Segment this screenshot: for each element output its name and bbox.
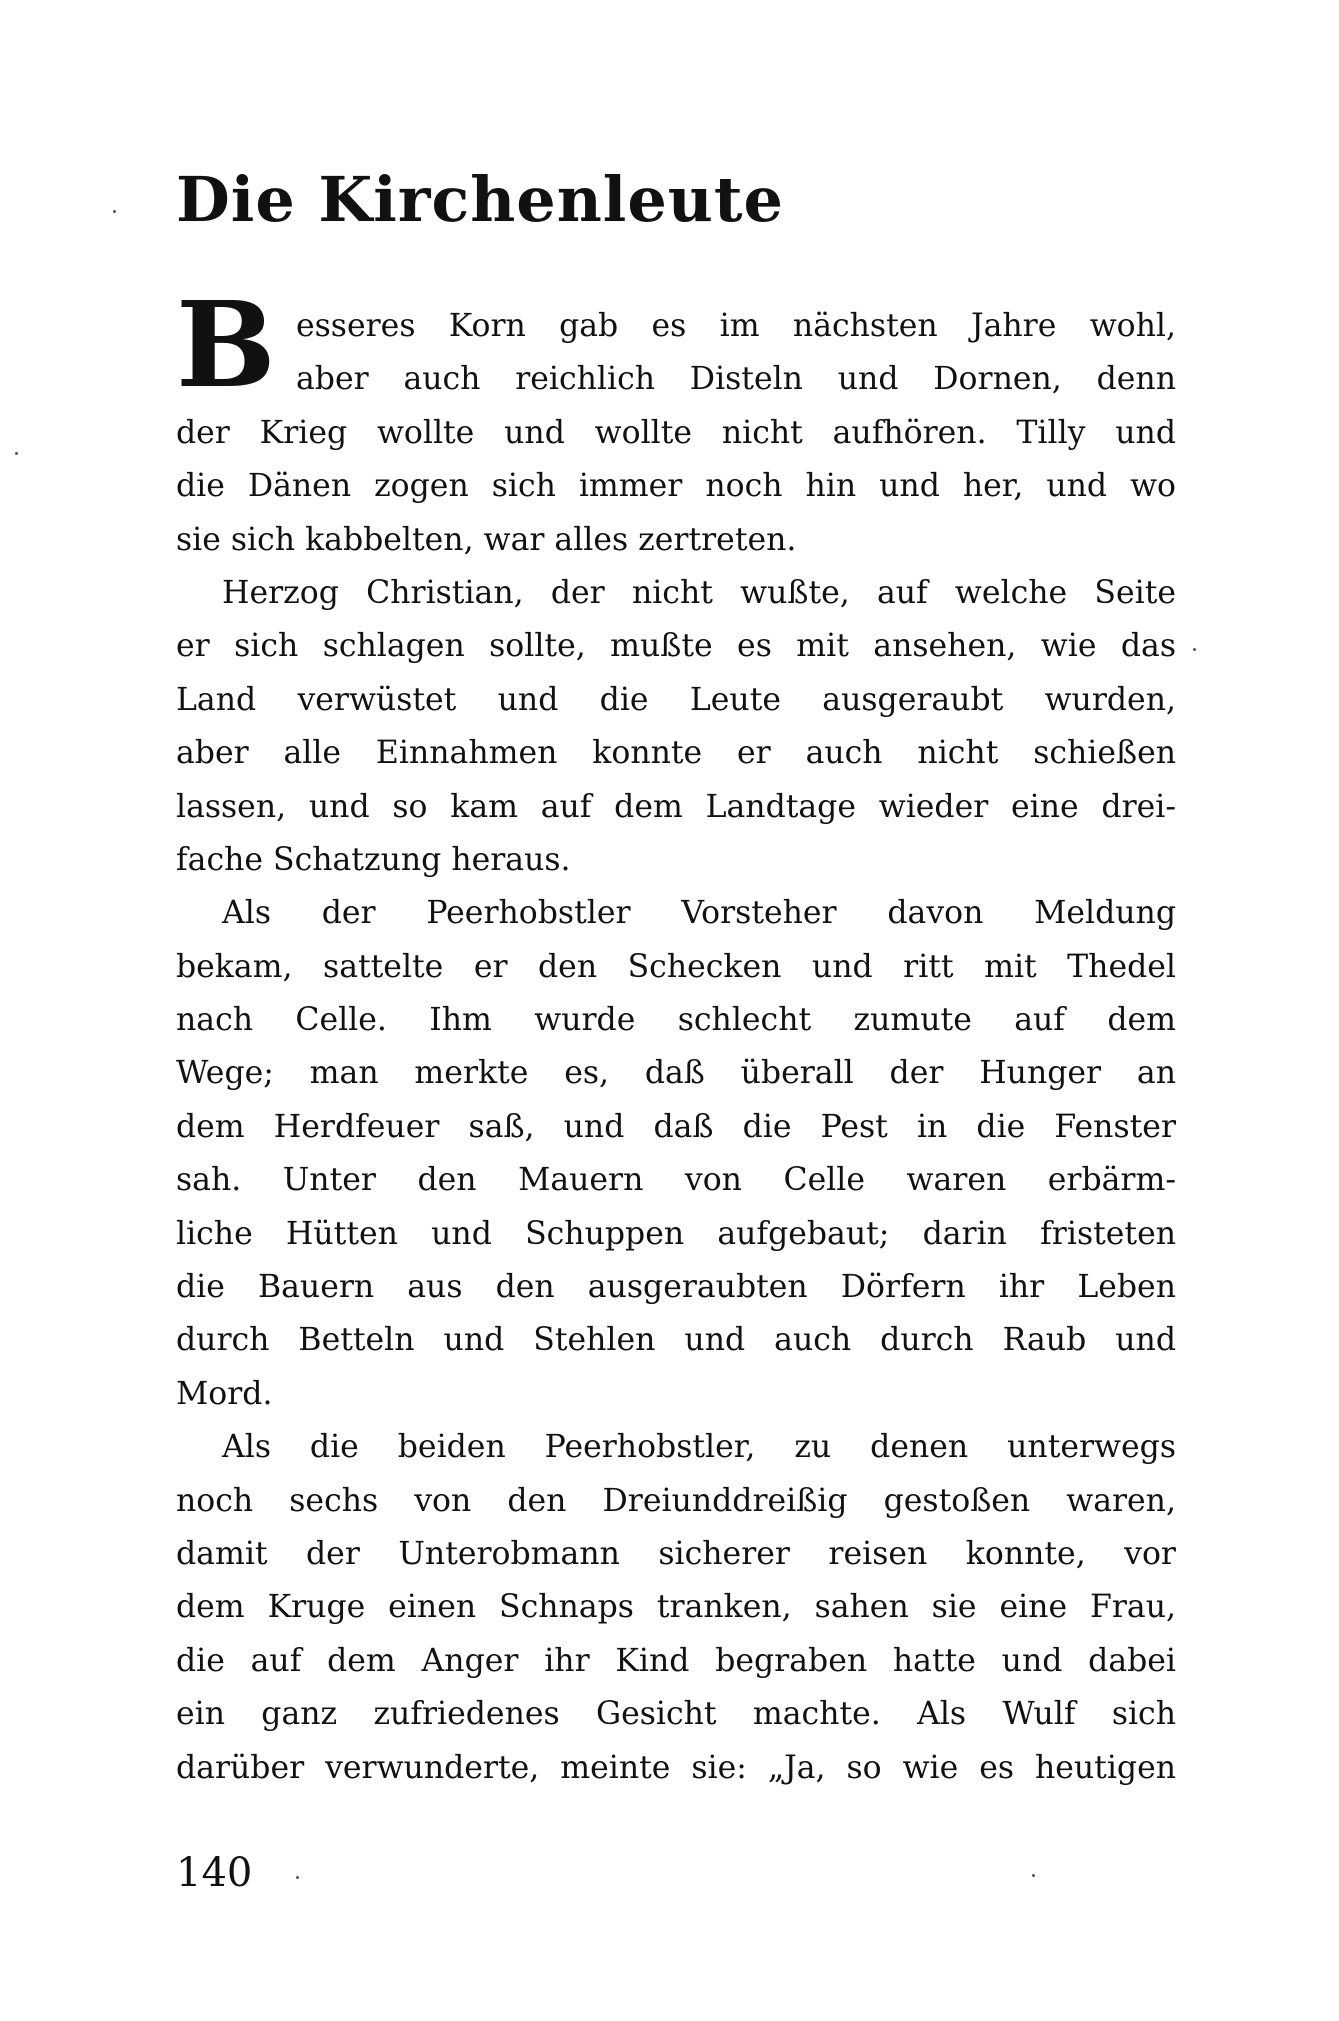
paragraph-1 [176,275,1176,567]
text-line: Wege; man merkte es, daß überall der Hunger an [176,1055,1176,1092]
text-line: Herzog Christian, der nicht wußte, auf welche Seite [222,574,1176,611]
text-line: Land verwüstet und die Leute ausgeraubt wurden, [176,681,1176,718]
text-line: Als der Peerhobstler Vorsteher davon Meldung [222,895,1176,932]
text-line: aber auch reichlich Disteln und Dornen, denn [296,361,1176,398]
page-number: 140 [176,1850,253,1896]
text-line: nach Celle. Ihm wurde schlecht zumute auf dem [176,1002,1176,1039]
text-line: die auf dem Anger ihr Kind begraben hatte und dabei [176,1642,1176,1679]
scan-speck [296,1876,299,1879]
body-text [176,275,1176,1795]
text-line: liche Hütten und Schuppen aufgebaut; darin fristeten [176,1215,1176,1252]
paragraph-2 [176,567,1176,887]
paragraph-3 [176,887,1176,1421]
text-line: sie sich kabbelten, war alles zertreten. [176,521,797,558]
text-line: dem Herdfeuer saß, und daß die Pest in die Fenster [176,1108,1176,1145]
text-line: darüber verwunderte, meinte sie: „Ja, so wie es heutigen [176,1749,1176,1786]
scan-speck [1193,648,1196,651]
chapter-title: Die Kirchenleute [176,163,784,236]
text-line: ein ganz zufriedenes Gesicht machte. Als Wulf sich [176,1696,1176,1733]
paragraph-4 [176,1421,1176,1795]
text-line: bekam, sattelte er den Schecken und ritt mit Thedel [176,948,1176,985]
text-line: sah. Unter den Mauern von Celle waren erbärm- [176,1162,1176,1199]
text-line: er sich schlagen sollte, mußte es mit ansehen, wie das [176,628,1176,665]
scan-speck [15,452,18,455]
text-line: esseres Korn gab es im nächsten Jahre wohl, [296,308,1176,344]
dropcap-letter: B [176,275,276,414]
text-line: dem Kruge einen Schnaps tranken, sahen sie eine Frau, [176,1589,1176,1626]
text-line: damit der Unterobmann sicherer reisen konnte, vor [176,1535,1176,1572]
text-line: noch sechs von den Dreiunddreißig gestoßen waren, [176,1482,1176,1519]
dropcap-box [176,275,296,414]
scan-speck [1032,1874,1035,1877]
text-line: fache Schatzung heraus. [176,841,571,878]
text-line: Als die beiden Peerhobstler, zu denen unterwegs [222,1429,1176,1466]
text-line: die Dänen zogen sich immer noch hin und her, und wo [176,468,1176,505]
text-line: lassen, und so kam auf dem Landtage wieder eine drei- [176,788,1176,825]
scan-speck [113,210,116,213]
text-line: Mord. [176,1375,273,1412]
text-line: die Bauern aus den ausgeraubten Dörfern ihr Leben [176,1269,1176,1306]
text-line: aber alle Einnahmen konnte er auch nicht schießen [176,735,1176,772]
text-line: der Krieg wollte und wollte nicht aufhören. Tilly und [176,414,1176,451]
text-line: durch Betteln und Stehlen und auch durch Raub und [176,1322,1176,1359]
